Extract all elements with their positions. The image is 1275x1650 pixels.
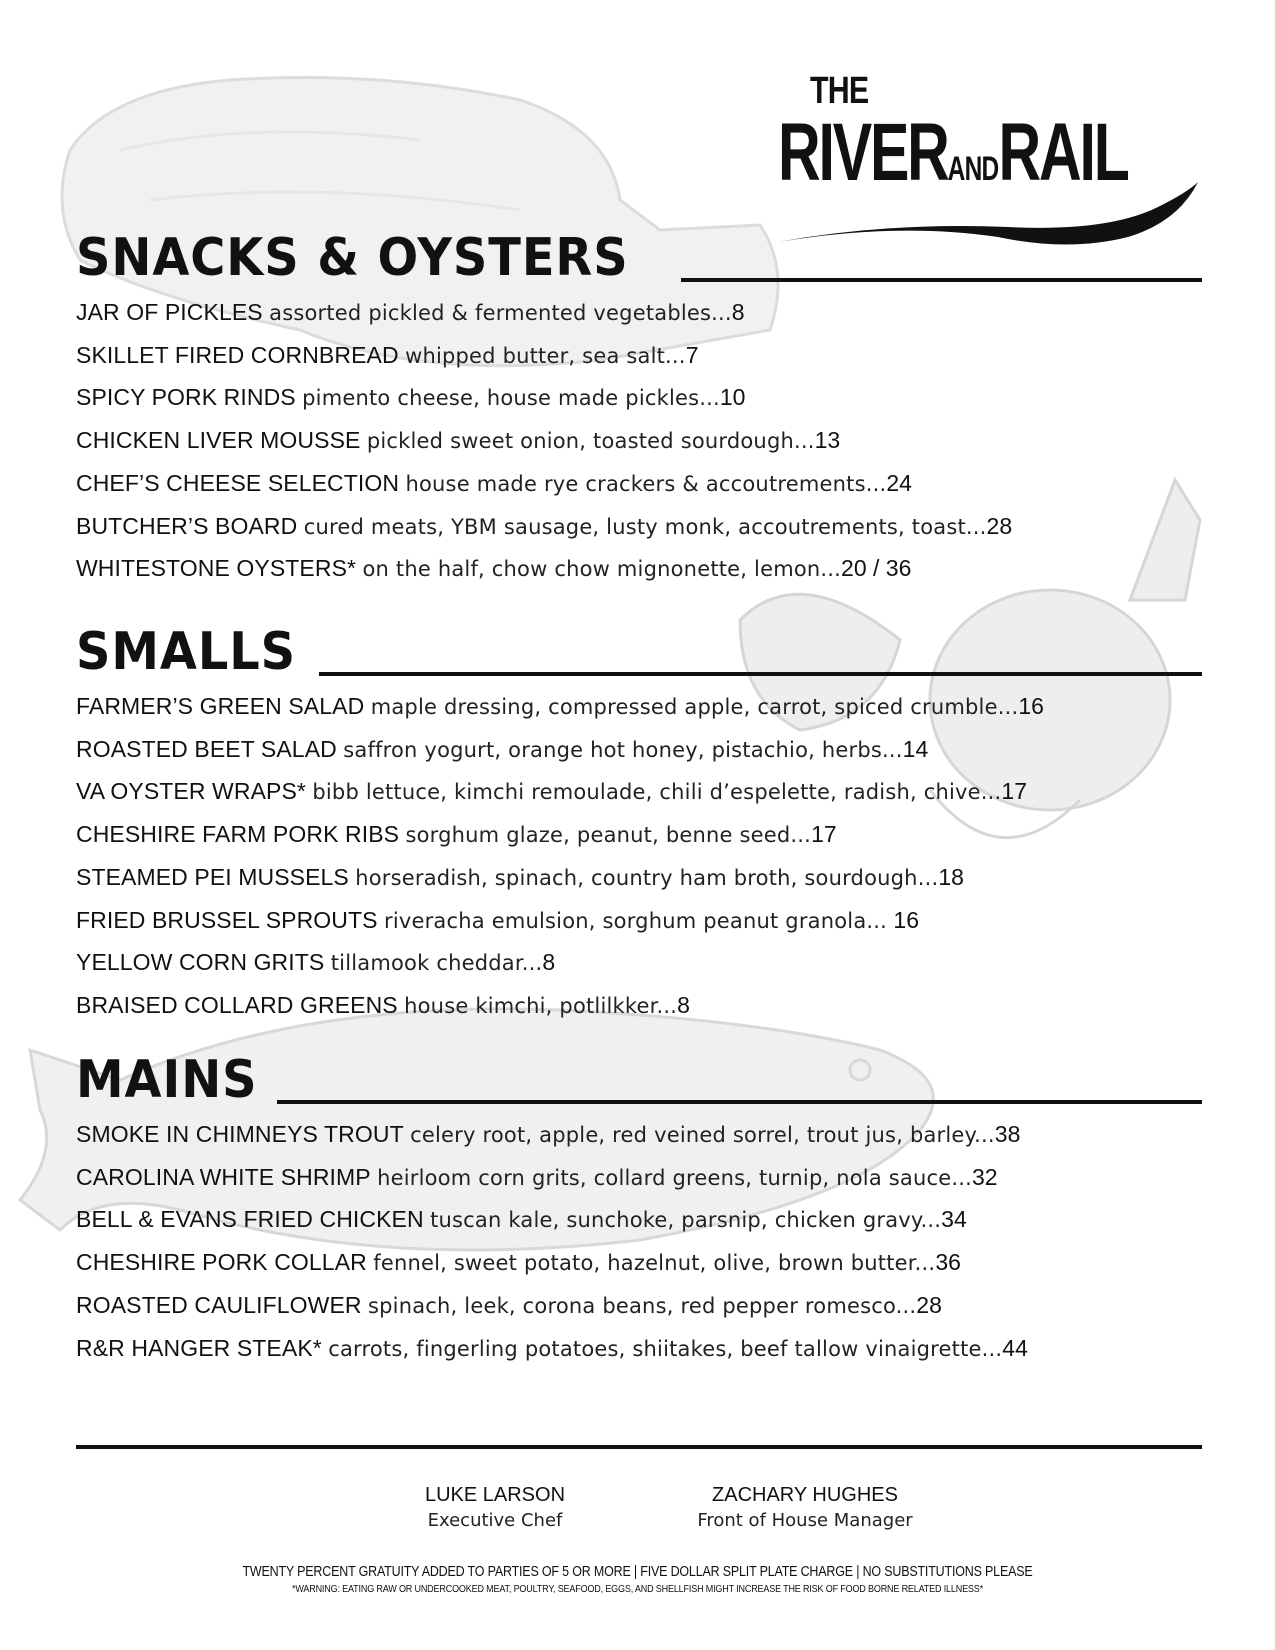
- staff-name: ZACHARY HUGHES: [712, 1484, 898, 1506]
- item-price: 28: [916, 1291, 942, 1318]
- section-rule: [277, 1100, 1202, 1104]
- item-description: whipped butter, sea salt...: [405, 343, 686, 368]
- health-warning: *WARNING: EATING RAW OR UNDERCOOKED MEAT, POULTRY, SEAFOOD, EGGS, AND SHELLFISH MIGHT INCREASE THE RISK OF FOOD BORNE RELATED ILLNESS*: [292, 1583, 983, 1595]
- item-description: horseradish, spinach, country ham broth, sourdough...: [355, 865, 939, 890]
- staff-role: Executive Chef: [427, 1510, 563, 1531]
- item-description: saffron yogurt, orange hot honey, pistachio, herbs...: [343, 737, 903, 762]
- item-name: BELL & EVANS FRIED CHICKEN: [76, 1206, 424, 1233]
- item-price: 28: [986, 512, 1013, 539]
- item-price: 13: [814, 427, 841, 454]
- item-name: CHEF’S CHEESE SELECTION: [76, 469, 400, 496]
- logo-rail: RAIL: [998, 107, 1128, 198]
- menu-item: [76, 857, 1202, 900]
- staff-name: LUKE LARSON: [424, 1484, 566, 1506]
- menu-item: [76, 463, 1202, 506]
- item-description: tuscan kale, sunchoke, parsnip, chicken gravy...: [430, 1208, 942, 1233]
- section-header: [76, 222, 1202, 288]
- section-header: [76, 1044, 1202, 1110]
- item-description: bibb lettuce, kimchi remoulade, chili d’espelette, radish, chive...: [312, 780, 1002, 805]
- item-price: 8: [731, 299, 745, 325]
- menu-item: [76, 292, 1202, 335]
- item-price: 14: [902, 735, 929, 762]
- item-name: SKILLET FIRED CORNBREAD: [76, 341, 399, 368]
- item-price: 36: [935, 1249, 961, 1276]
- item-name: FARMER’S GREEN SALAD: [76, 693, 365, 719]
- item-name: CAROLINA WHITE SHRIMP: [76, 1163, 371, 1190]
- item-description: spinach, leek, corona beans, red pepper romesco...: [368, 1293, 917, 1318]
- menu-item: [76, 420, 1202, 463]
- item-price: 17: [1001, 778, 1027, 805]
- item-price: 8: [677, 991, 690, 1018]
- item-description: tillamook cheddar...: [330, 951, 543, 976]
- item-price: 38: [994, 1121, 1021, 1147]
- menu-items: [76, 686, 1202, 1028]
- item-name: BRAISED COLLARD GREENS: [76, 991, 398, 1018]
- item-description: on the half, chow chow mignonette, lemon...: [362, 557, 842, 582]
- logo-the: THE: [810, 70, 869, 112]
- item-description: maple dressing, compressed apple, carrot, spiced crumble...: [370, 695, 1019, 719]
- menu-item: [76, 1328, 1202, 1371]
- item-description: pickled sweet onion, toasted sourdough...: [366, 429, 815, 454]
- menu-item: [76, 771, 1202, 814]
- item-price: 8: [542, 949, 556, 976]
- item-price: 7: [685, 341, 699, 368]
- item-description: riveracha emulsion, sorghum peanut granola...: [383, 908, 888, 933]
- item-description: carrots, fingerling potatoes, shiitakes, beef tallow vinaigrette...: [328, 1336, 1003, 1361]
- logo-and: AND: [947, 150, 999, 188]
- item-name: R&R HANGER STEAK*: [76, 1334, 322, 1361]
- item-description: house made rye crackers & accoutrements...: [405, 471, 887, 496]
- section-snacks-oysters: [76, 222, 1202, 591]
- item-price: 44: [1002, 1334, 1028, 1361]
- menu-item: [76, 985, 1202, 1028]
- item-description: cured meats, YBM sausage, lusty monk, accoutrements, toast...: [303, 514, 987, 539]
- menu-item: [76, 1199, 1202, 1242]
- menu-item: [76, 1114, 1202, 1157]
- item-name: CHESHIRE FARM PORK RIBS: [76, 821, 400, 848]
- footer-rule: [76, 1445, 1202, 1449]
- item-name: SMOKE IN CHIMNEYS TROUT: [76, 1121, 404, 1147]
- menu-item: [76, 548, 1202, 591]
- item-description: heirloom corn grits, collard greens, turnip, nola sauce...: [377, 1165, 972, 1190]
- item-description: pimento cheese, house made pickles...: [302, 386, 720, 411]
- menu-items: [76, 1114, 1202, 1370]
- staff-role: Front of House Manager: [697, 1510, 913, 1531]
- menu-item: [76, 1242, 1202, 1285]
- menu-item: [76, 814, 1202, 857]
- section-mains: [76, 1044, 1202, 1370]
- item-price: 17: [811, 821, 837, 848]
- section-rule: [681, 278, 1202, 282]
- item-name: YELLOW CORN GRITS: [76, 949, 325, 976]
- section-title: MAINS: [76, 1050, 258, 1110]
- item-price: 10: [719, 384, 746, 411]
- item-name: BUTCHER’S BOARD: [76, 512, 298, 539]
- menu-item: [76, 1157, 1202, 1200]
- menu-item: [76, 335, 1202, 378]
- menu-item: [76, 729, 1202, 772]
- item-price: 18: [938, 863, 964, 890]
- item-description: assorted pickled & fermented vegetables...: [269, 301, 732, 325]
- item-name: WHITESTONE OYSTERS*: [76, 555, 357, 582]
- item-price: 16: [1018, 693, 1044, 719]
- menu-item: [76, 686, 1202, 729]
- item-name: CHESHIRE PORK COLLAR: [76, 1249, 367, 1276]
- menu-item: [76, 1285, 1202, 1328]
- item-price: 16: [887, 906, 919, 933]
- menu-item: [76, 900, 1202, 943]
- section-title: SMALLS: [76, 622, 297, 682]
- menu-item: [76, 377, 1202, 420]
- section-header: [76, 616, 1202, 682]
- section-rule: [319, 672, 1202, 676]
- menu-item: [76, 506, 1202, 549]
- staff-executive-chef: [380, 1482, 610, 1534]
- item-name: STEAMED PEI MUSSELS: [76, 863, 349, 890]
- item-name: ROASTED BEET SALAD: [76, 735, 337, 762]
- item-name: SPICY PORK RINDS: [76, 384, 296, 411]
- staff-front-of-house: [660, 1482, 950, 1534]
- item-name: FRIED BRUSSEL SPROUTS: [76, 906, 378, 933]
- item-name: CHICKEN LIVER MOUSSE: [76, 427, 361, 454]
- item-description: celery root, apple, red veined sorrel, trout jus, barley...: [410, 1123, 995, 1147]
- menu-items: [76, 292, 1202, 591]
- item-price: 24: [886, 469, 912, 496]
- section-smalls: [76, 616, 1202, 1028]
- item-description: sorghum glaze, peanut, benne seed...: [405, 823, 812, 848]
- logo-river: RIVER: [778, 107, 948, 198]
- item-price: 34: [941, 1206, 967, 1233]
- item-description: house kimchi, potlilkker...: [404, 993, 678, 1018]
- item-name: JAR OF PICKLES: [76, 299, 263, 325]
- item-name: ROASTED CAULIFLOWER: [76, 1291, 362, 1318]
- item-description: fennel, sweet potato, hazelnut, olive, brown butter...: [373, 1251, 936, 1276]
- section-title: SNACKS & OYSTERS: [76, 228, 629, 288]
- item-name: VA OYSTER WRAPS*: [76, 778, 306, 805]
- menu-item: [76, 942, 1202, 985]
- item-price: 20 / 36: [841, 555, 912, 582]
- item-price: 32: [972, 1163, 998, 1190]
- policy-note: TWENTY PERCENT GRATUITY ADDED TO PARTIES OF 5 OR MORE | FIVE DOLLAR SPLIT PLATE CHARGE | NO SUBSTITUTIONS PLEASE: [242, 1564, 1033, 1580]
